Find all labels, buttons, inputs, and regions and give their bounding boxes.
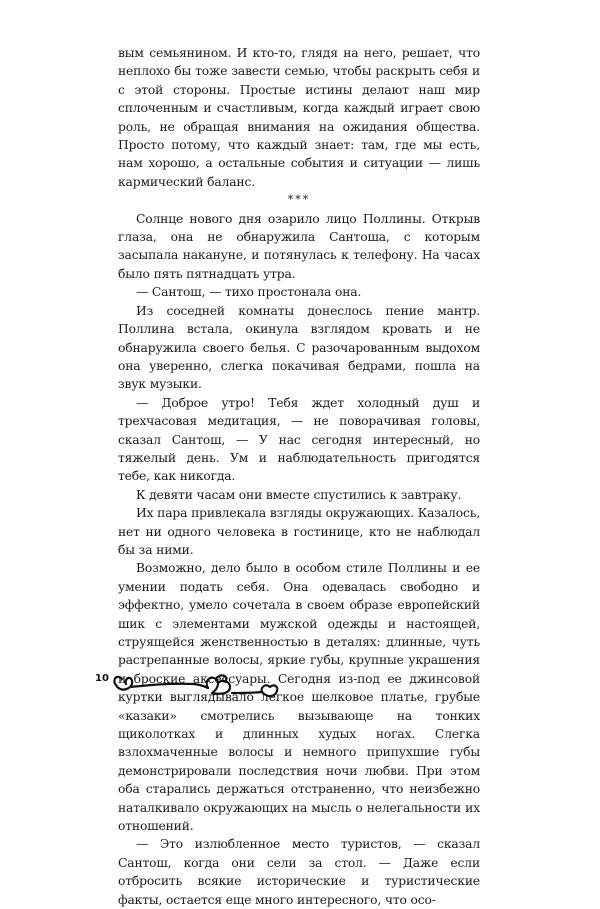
paragraph: — Сантош, — тихо простонала она. bbox=[136, 285, 362, 300]
paragraph: Их пара привлекала взгляды окружающих. Казалось, нет ни одного человека в гостинице, кто не наблюдал бы за ними. bbox=[118, 506, 480, 557]
page-number: 10 bbox=[95, 673, 109, 684]
paragraph: Возможно, дело было в особом стиле Поллины и ее умении подать себя. Она одевалась свободно и эффектно, умело сочетала в своем образе европейский шик с элементами мужской одежды и настоящей, струящейся женственностью в деталях: длинные, чуть растрепанные волосы, яркие губы, крупные украшения и броские аксессуары. Сегодня из-под ее джинсовой куртки выглядывало легкое шелковое платье, грубые «казаки» смотрелись вызывающе на тонких щиколотках и длинных худых ногах. Слегка взлохмаченные волосы и немного припухшие губы демонстрировали последствия ночи любви. При этом оба старались держаться отстраненно, что неизбежно наталкивало окружающих на мысль о нелегальности их отношений. bbox=[118, 561, 480, 834]
continued-paragraph: вым семьянином. И кто-то, глядя на него, решает, что неплохо бы тоже завести семью, чтобы раскрыть себя и с этой стороны. Простые истины делают наш мир сплоченным и счастливым, когда каждый играет свою роль, не обращая внимания на ожидания общества. Просто потому, что каждый знает: там, где мы есть, нам хорошо, а остальные события и ситуации — лишь кармический баланс. bbox=[118, 46, 480, 189]
paragraph: К девяти часам они вместе спустились к завтраку. bbox=[136, 487, 462, 502]
paragraph: — Это излюбленное место туристов, — сказал Сантош, когда они сели за стол. — Даже если отбросить всякие исторические и туристические факты, остается еще много интересного, что осо- bbox=[118, 837, 480, 907]
section-separator: *** bbox=[287, 193, 311, 207]
paragraph: Солнце нового дня озарило лицо Поллины. Открыв глаза, она не обнаружила Сантоша, с которым засыпала накануне, и потянулась к телефону. На часах было пять пятнадцать утра. bbox=[118, 211, 480, 281]
page-body-text bbox=[118, 44, 480, 909]
hearts-line-doodle-icon bbox=[110, 665, 300, 705]
paragraph: — Доброе утро! Тебя ждет холодный душ и трехчасовая медитация, — не поворачивая головы, сказал Сантош, — У нас сегодня интересный, но тяжелый день. Ум и наблюдательность пригодятся тебе, как никогда. bbox=[118, 395, 480, 484]
paragraph: Из соседней комнаты донеслось пение мантр. Поллина встала, окинула взглядом кровать и не обнаружила своего белья. С разочарованным выдохом она уверенно, слегка покачивая бедрами, пошла на звук музыки. bbox=[118, 303, 480, 392]
